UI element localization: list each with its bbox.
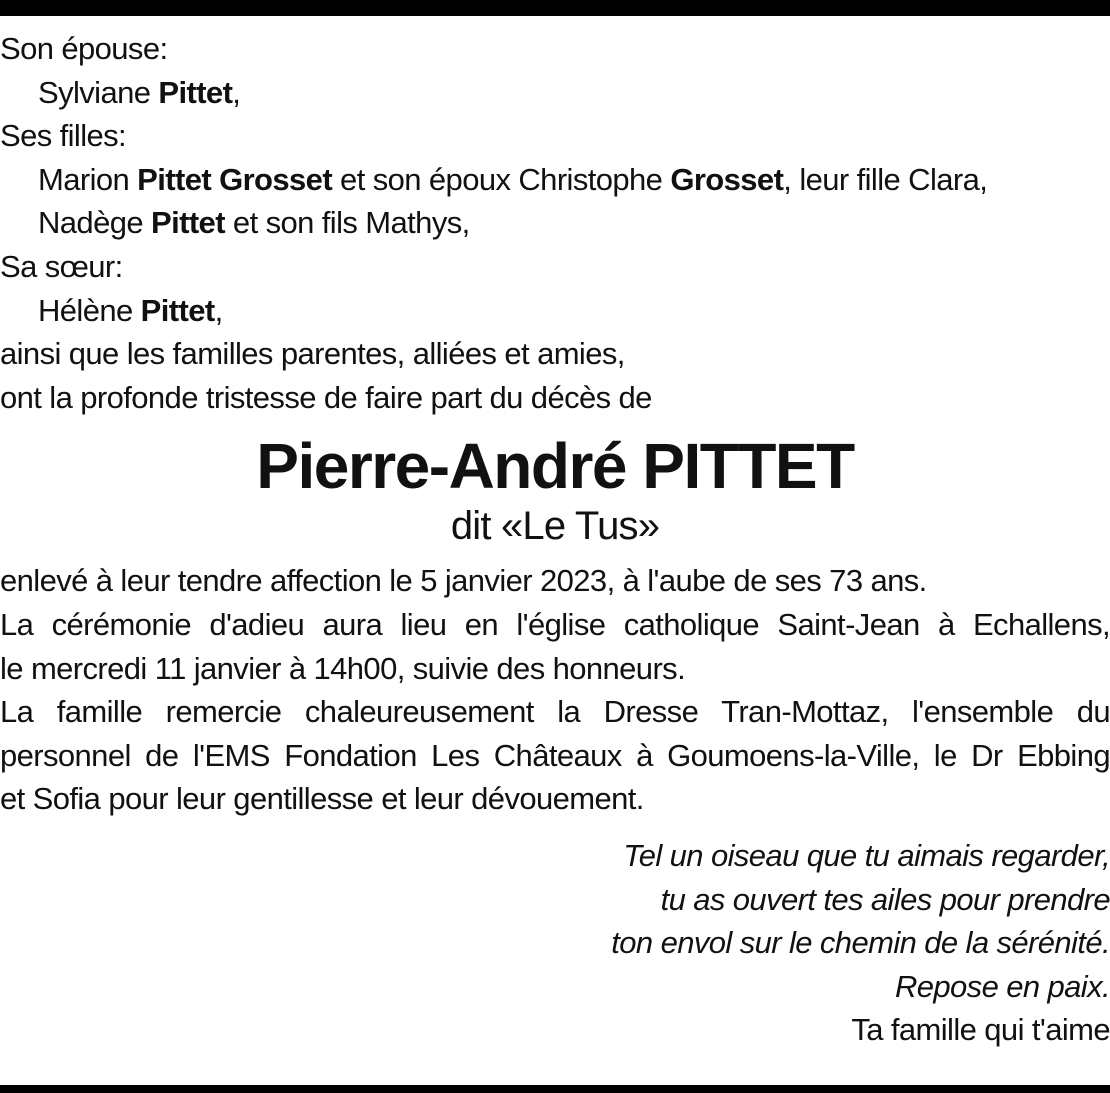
thanks-line-1: La famille remercie chaleureusement la Dresse Tran-Mottaz, l'ensemble du [0, 694, 1110, 730]
sister-heading: Sa sœur: [0, 248, 123, 284]
sister-tail: , [214, 292, 223, 328]
daughter1-given-name: Marion [38, 161, 138, 197]
sister-line [0, 289, 1110, 333]
poem-line-3: ton envol sur le chemin de la sérénité. [611, 925, 1110, 961]
top-border-rule [0, 0, 1110, 16]
daughter1-line [0, 158, 1110, 202]
poem [0, 834, 1110, 1008]
daughters-heading: Ses filles: [0, 118, 127, 154]
bottom-border-rule [0, 1085, 1110, 1093]
daughter1-surname: Pittet Grosset [137, 161, 333, 197]
daughter1-tail: , leur fille Clara, [783, 161, 988, 197]
ceremony-line: La cérémonie d'adieu aura lieu en l'église catholique Saint-Jean à Echallens, [0, 606, 1110, 642]
announcement-line: ont la profonde tristesse de faire part du décès de [0, 379, 652, 415]
family-signature: Ta famille qui t'aime [851, 1012, 1110, 1048]
daughter2-given-name: Nadège [38, 205, 152, 241]
relatives-line: ainsi que les familles parentes, alliées et amies, [0, 336, 625, 372]
daughter2-tail: et son fils Mathys, [224, 205, 470, 241]
daughter2-line [0, 201, 1110, 245]
daughter2-surname: Pittet [151, 205, 225, 241]
spouse-line [0, 71, 1110, 115]
spouse-surname: Pittet [158, 74, 233, 110]
spouse-heading: Son épouse: [0, 31, 168, 66]
death-date-line: enlevé à leur tendre affection le 5 janvier 2023, à l'aube de ses 73 ans. [0, 563, 927, 599]
spouse-tail: , [232, 74, 241, 110]
thanks-line-2: personnel de l'EMS Fondation Les Châteaux à Goumoens-la-Ville, le Dr Ebbing [0, 737, 1110, 773]
obituary-notice [0, 27, 1110, 1052]
ceremony-date-line: le mercredi 11 janvier à 14h00, suivie des honneurs. [0, 650, 686, 686]
deceased-name: Pierre-André PITTET [256, 430, 854, 503]
poem-line-4: Repose en paix. [894, 968, 1110, 1004]
daughter1-spouse-surname: Grosset [670, 161, 784, 197]
sister-given-name: Hélène [38, 292, 141, 328]
deceased-nickname: dit «Le Tus» [450, 504, 660, 549]
poem-line-2: tu as ouvert tes ailes pour prendre [660, 881, 1110, 917]
spouse-given-name: Sylviane [38, 74, 159, 110]
daughter1-mid: et son époux Christophe [332, 161, 671, 197]
thanks-line-3: et Sofia pour leur gentillesse et leur dévouement. [0, 781, 644, 817]
poem-line-1: Tel un oiseau que tu aimais regarder, [623, 837, 1110, 873]
sister-surname: Pittet [140, 292, 215, 328]
